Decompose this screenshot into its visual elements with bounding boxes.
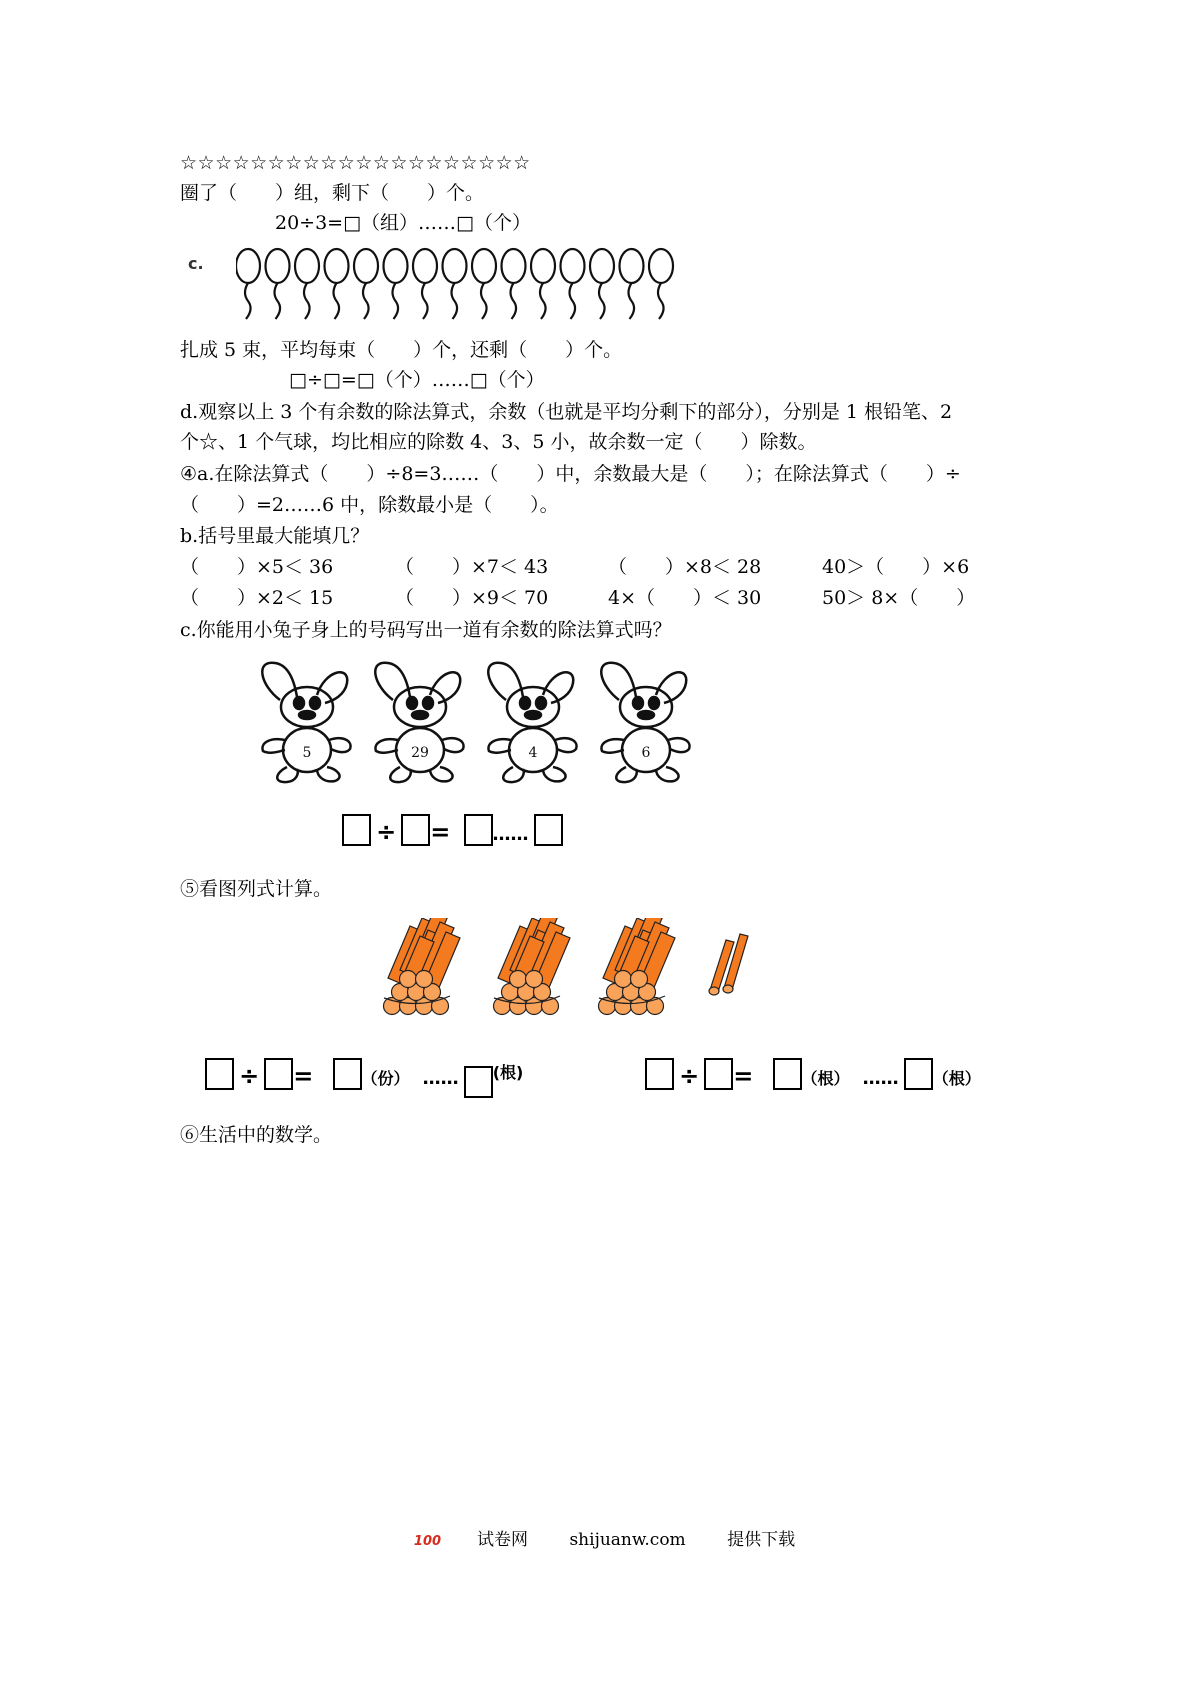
q6-title: ⑥生活中的数学。 — [180, 1124, 333, 1146]
logo-100: 100 — [413, 1534, 442, 1549]
equals-sign: = — [430, 818, 451, 846]
balloon — [443, 249, 467, 283]
balloon — [325, 249, 349, 283]
answer-box[interactable] — [534, 814, 563, 846]
balloon — [502, 249, 526, 283]
rabbit — [488, 663, 576, 782]
q4-a-line1: ④a.在除法算式（ ）÷8=3……（ ）中，余数最大是（ ）；在除法算式（ ）÷ — [180, 463, 961, 485]
q4-a-line2: （ ）=2……6 中，除数最小是（ ）。 — [180, 494, 559, 516]
balloon — [649, 249, 673, 283]
b-row2-item1: （ ）×2＜ 15 — [180, 587, 334, 609]
answer-box[interactable] — [904, 1058, 933, 1090]
b-row1-item2: （ ）×7＜ 43 — [395, 556, 549, 578]
equals-sign: = — [293, 1062, 314, 1090]
d-observation-line2: 个☆、1 个气球，均比相应的除数 4、3、5 小，故余数一定（ ）除数。 — [180, 431, 817, 453]
b-row1-item1: （ ）×5＜ 36 — [180, 556, 334, 578]
provide-download: 提供下载 — [727, 1530, 796, 1550]
balloon-division-equation: □÷□=□（个）……□（个） — [289, 369, 545, 391]
stars-row: ☆☆☆☆☆☆☆☆☆☆☆☆☆☆☆☆☆☆☆☆ — [180, 152, 531, 174]
rabbits-illustration — [255, 655, 705, 785]
equals-sign: = — [733, 1062, 754, 1090]
rabbit — [262, 663, 350, 782]
site-name-cn: 试卷网 — [477, 1530, 529, 1550]
balloon — [531, 249, 555, 283]
rabbit — [601, 663, 689, 782]
balloon — [354, 249, 378, 283]
remainder-dots: …… — [862, 1068, 899, 1089]
unit-stick: （根） — [801, 1069, 850, 1088]
rabbit-number: 4 — [528, 745, 538, 761]
page-footer — [0, 1525, 1191, 1550]
rabbit-equation — [342, 814, 563, 846]
answer-box[interactable] — [704, 1058, 733, 1090]
answer-box[interactable] — [645, 1058, 674, 1090]
b-row2-item4: 50＞ 8×（ ） — [822, 587, 976, 609]
loose-sticks — [709, 934, 748, 995]
d-observation-line1: d.观察以上 3 个有余数的除法算式，余数（也就是平均分剩下的部分），分别是 1 根铅笔、2 — [180, 401, 953, 423]
b-row1-item4: 40＞（ ）×6 — [822, 556, 970, 578]
remainder-dots: …… — [492, 824, 529, 845]
answer-box[interactable] — [464, 814, 493, 846]
unit-stick: （根） — [932, 1069, 981, 1088]
balloon — [590, 249, 614, 283]
divide-sign: ÷ — [376, 818, 397, 846]
divide-sign: ÷ — [239, 1062, 260, 1090]
answer-box[interactable] — [464, 1066, 493, 1098]
answer-box[interactable] — [342, 814, 371, 846]
balloon — [620, 249, 644, 283]
answer-box[interactable] — [401, 814, 430, 846]
stick-bundles-illustration — [378, 918, 798, 1018]
site-url[interactable]: shijuanw.com — [569, 1530, 686, 1550]
circle-groups-question: 圈了（ ）组，剩下（ ）个。 — [180, 182, 485, 204]
balloon-bundle-question: 扎成 5 束，平均每束（ ）个，还剩（ ）个。 — [180, 339, 623, 361]
b-row2-item2: （ ）×9＜ 70 — [395, 587, 549, 609]
balloon — [266, 249, 290, 283]
balloon — [561, 249, 585, 283]
label-c: c. — [188, 254, 204, 273]
stick-bundle — [494, 918, 571, 1015]
balloon — [413, 249, 437, 283]
balloon — [384, 249, 408, 283]
unit-portion: （份） — [361, 1069, 410, 1088]
balloon — [472, 249, 496, 283]
answer-box[interactable] — [264, 1058, 293, 1090]
answer-box[interactable] — [773, 1058, 802, 1090]
stick-bundle — [599, 918, 676, 1015]
bundle-equation-left — [205, 1058, 523, 1098]
q4-c-title: c.你能用小兔子身上的号码写出一道有余数的除法算式吗？ — [180, 619, 672, 641]
q5-title: ⑤看图列式计算。 — [180, 878, 333, 900]
balloons-illustration — [236, 246, 686, 321]
balloon — [236, 249, 260, 283]
answer-box[interactable] — [205, 1058, 234, 1090]
rabbit-number: 5 — [302, 745, 312, 761]
balloon — [295, 249, 319, 283]
stick-bundle — [384, 918, 461, 1015]
b-row1-item3: （ ）×8＜ 28 — [608, 556, 762, 578]
stars-division-equation: 20÷3=□（组）……□（个） — [275, 212, 532, 234]
b-row2-item3: 4×（ ）＜ 30 — [608, 587, 762, 609]
remainder-dots: …… — [422, 1068, 459, 1089]
rabbit-number: 6 — [641, 745, 651, 761]
bundle-equation-right — [645, 1058, 981, 1090]
rabbit — [375, 663, 463, 782]
unit-stick: (根) — [492, 1063, 524, 1082]
q4-b-title: b.括号里最大能填几？ — [180, 525, 370, 547]
divide-sign: ÷ — [679, 1062, 700, 1090]
answer-box[interactable] — [333, 1058, 362, 1090]
rabbit-number: 29 — [411, 745, 429, 761]
